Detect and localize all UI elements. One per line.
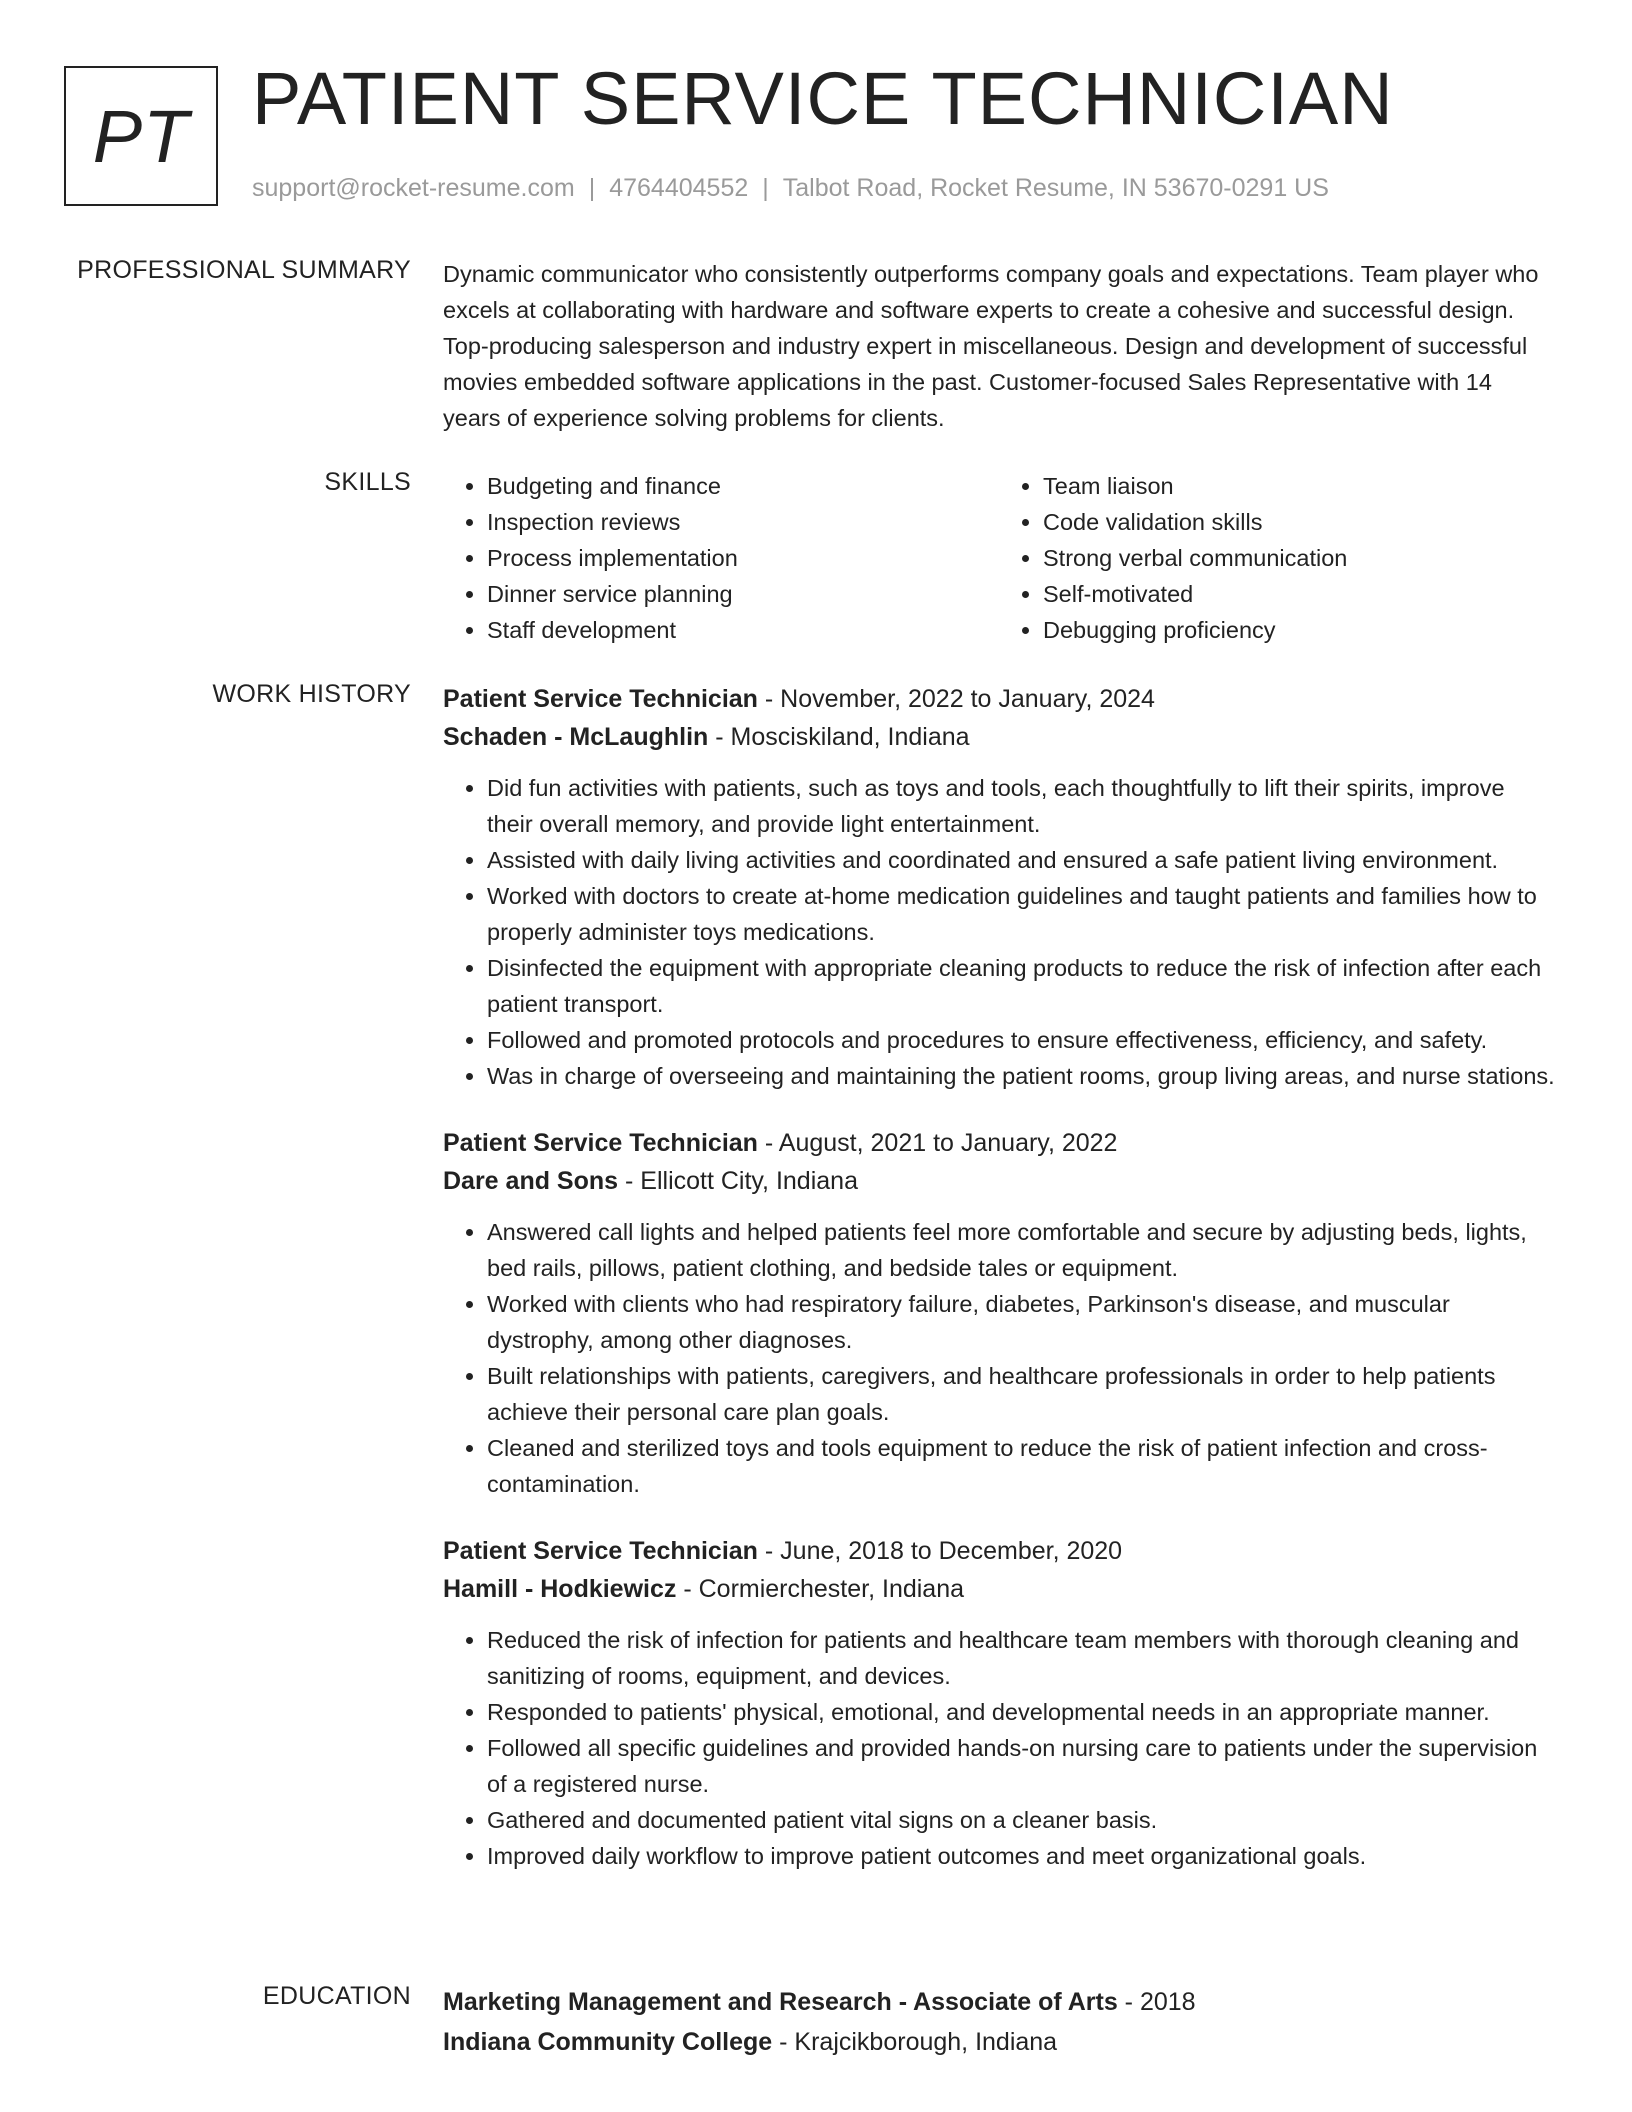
job-bullets [443, 770, 1555, 1094]
contact-separator: | [762, 174, 769, 202]
job-dates: - November, 2022 to January, 2024 [757, 685, 1155, 713]
job-dates: - August, 2021 to January, 2022 [757, 1129, 1118, 1157]
section-heading: SKILLS [324, 468, 411, 496]
job-location: - Mosciskiland, Indiana [708, 723, 970, 751]
skill-item: • Code validation skills [1043, 504, 1555, 540]
contact-address: Talbot Road, Rocket Resume, IN 53670-0291 US [782, 174, 1329, 202]
job-title-line [443, 1124, 1555, 1162]
skills-list-left [443, 468, 999, 648]
education-location: - Krajcikborough, Indiana [772, 2028, 1058, 2056]
skills-list-right [999, 468, 1555, 648]
skills-columns [443, 468, 1555, 648]
job-bullets [443, 1214, 1555, 1502]
education-degree-line [443, 1982, 1555, 2022]
section-heading: EDUCATION [262, 1982, 411, 2010]
skill-item: • Strong verbal communication [1043, 540, 1555, 576]
contact-line [252, 174, 1329, 203]
contact-phone: 4764404552 [609, 174, 749, 202]
skill-item: • Self-motivated [1043, 576, 1555, 612]
job-location: - Cormierchester, Indiana [676, 1575, 965, 1603]
job-company: Dare and Sons [443, 1167, 619, 1195]
job-entry [443, 1532, 1555, 1874]
job-bullet: • Followed all specific guidelines and provided hands-on nursing care to patients under the supervision of a registered nurse. [487, 1730, 1555, 1802]
skill-item: • Staff development [487, 612, 999, 648]
job-title-line [443, 1532, 1555, 1570]
job-bullet: • Responded to patients' physical, emotional, and developmental needs in an appropriate manner. [487, 1694, 1555, 1730]
education-school: Indiana Community College [443, 2028, 773, 2056]
job-company: Schaden - McLaughlin [443, 723, 709, 751]
job-bullet: • Worked with clients who had respiratory failure, diabetes, Parkinson's disease, and muscular dystrophy, among other diagnoses. [487, 1286, 1555, 1358]
job-bullet: • Followed and promoted protocols and procedures to ensure effectiveness, efficiency, and safety. [487, 1022, 1555, 1058]
education-degree: Marketing Management and Research - Associate of Arts [443, 1988, 1118, 2016]
job-bullet: • Built relationships with patients, caregivers, and healthcare professionals in order to help patients achieve their personal care plan goals. [487, 1358, 1555, 1430]
skill-item: • Inspection reviews [487, 504, 999, 540]
job-bullet: • Did fun activities with patients, such as toys and tools, each thoughtfully to lift their spirits, improve their overall memory, and provide light entertainment. [487, 770, 1555, 842]
job-title: Patient Service Technician [443, 1129, 758, 1157]
summary-text: Dynamic communicator who consistently outperforms company goals and expectations. Team player who excels at collaborating with hardware and software experts to create a cohesive and successful design. Top-producing salesperson and industry expert in miscellaneous. Design and development of successful movies embedded software applications in the past. Customer-focused Sales Representative with 14 years of experience solving problems for clients. [443, 261, 1539, 431]
job-dates: - June, 2018 to December, 2020 [757, 1537, 1123, 1565]
work-history-body [443, 680, 1555, 1904]
job-location: - Ellicott City, Indiana [618, 1167, 858, 1195]
section-heading: PROFESSIONAL SUMMARY [77, 256, 411, 284]
education-year: - 2018 [1117, 1988, 1196, 2016]
education-school-line [443, 2022, 1555, 2062]
skill-item: • Budgeting and finance [487, 468, 999, 504]
skills-body [443, 468, 1555, 648]
job-title: Patient Service Technician [443, 685, 758, 713]
page-title: PATIENT SERVICE TECHNICIAN [252, 57, 1394, 140]
job-title: Patient Service Technician [443, 1537, 758, 1565]
section-heading: WORK HISTORY [212, 680, 411, 708]
job-company: Hamill - Hodkiewicz [443, 1575, 677, 1603]
job-bullets [443, 1622, 1555, 1874]
skill-item: • Debugging proficiency [1043, 612, 1555, 648]
contact-email: support@rocket-resume.com [252, 174, 575, 202]
job-title-line [443, 680, 1555, 718]
skill-item: • Team liaison [1043, 468, 1555, 504]
skill-item: • Dinner service planning [487, 576, 999, 612]
job-bullet: • Answered call lights and helped patients feel more comfortable and secure by adjusting beds, lights, bed rails, pillows, patient clothing, and bedside tales or equipment. [487, 1214, 1555, 1286]
job-entry [443, 1124, 1555, 1502]
job-bullet: • Disinfected the equipment with appropriate cleaning products to reduce the risk of infection after each patient transport. [487, 950, 1555, 1022]
job-bullet: • Assisted with daily living activities and coordinated and ensured a safe patient living environment. [487, 842, 1555, 878]
job-bullet: • Was in charge of overseeing and maintaining the patient rooms, group living areas, and nurse stations. [487, 1058, 1555, 1094]
monogram-badge: PT [64, 66, 218, 206]
job-bullet: • Worked with doctors to create at-home medication guidelines and taught patients and families how to properly administer toys medications. [487, 878, 1555, 950]
job-entry [443, 680, 1555, 1094]
job-bullet: • Gathered and documented patient vital signs on a cleaner basis. [487, 1802, 1555, 1838]
job-bullet: • Improved daily workflow to improve patient outcomes and meet organizational goals. [487, 1838, 1555, 1874]
contact-separator: | [588, 174, 596, 202]
job-bullet: • Cleaned and sterilized toys and tools equipment to reduce the risk of patient infection and cross-contamination. [487, 1430, 1555, 1502]
job-bullet: • Reduced the risk of infection for patients and healthcare team members with thorough cleaning and sanitizing of rooms, equipment, and devices. [487, 1622, 1555, 1694]
skill-item: • Process implementation [487, 540, 999, 576]
job-company-line [443, 1162, 1555, 1200]
summary-body [443, 256, 1555, 436]
education-body [443, 1982, 1555, 2062]
job-company-line [443, 1570, 1555, 1608]
job-company-line [443, 718, 1555, 756]
